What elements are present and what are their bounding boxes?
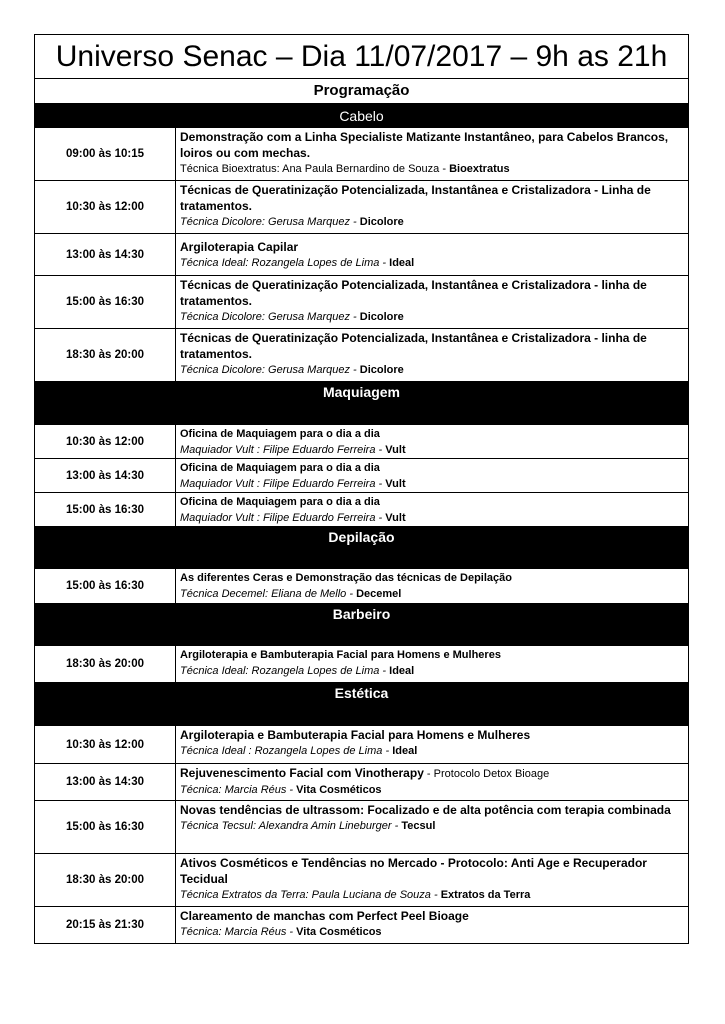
row-description — [176, 801, 688, 853]
presenter-line — [180, 362, 684, 378]
activity-title: Oficina de Maquiagem para o dia a dia — [180, 462, 380, 474]
section-header-estetica: Estética — [35, 682, 688, 726]
schedule-row — [35, 425, 688, 458]
presenter: Técnica Ideal: Rozangela Lopes de Lima - — [180, 665, 387, 677]
schedule-row — [35, 726, 688, 763]
section-header-maquiagem: Maquiagem — [35, 381, 688, 425]
presenter-line — [180, 214, 684, 230]
section-header-barbeiro: Barbeiro — [35, 603, 688, 646]
brand: Vult — [385, 512, 406, 524]
presenter-line — [180, 309, 684, 325]
row-description — [176, 569, 688, 603]
presenter: Técnica: Marcia Réus - — [180, 926, 294, 938]
schedule-row — [35, 906, 688, 943]
row-description — [176, 425, 688, 458]
brand: Vult — [385, 478, 406, 490]
schedule-row — [35, 763, 688, 800]
row-time: 15:00 às 16:30 — [35, 276, 176, 328]
schedule-row — [35, 275, 688, 328]
row-time: 10:30 às 12:00 — [35, 425, 176, 458]
presenter: Técnica Ideal: Rozangela Lopes de Lima - — [180, 257, 387, 269]
row-description — [176, 907, 688, 943]
row-description — [176, 181, 688, 233]
row-time: 20:15 às 21:30 — [35, 907, 176, 943]
presenter: Técnica Dicolore: Gerusa Marquez - — [180, 311, 357, 323]
presenter: Técnica: Marcia Réus - — [180, 784, 294, 796]
schedule-row — [35, 569, 688, 603]
schedule-row — [35, 458, 688, 492]
brand: Ideal — [389, 665, 415, 677]
presenter-line — [180, 743, 684, 759]
row-time: 10:30 às 12:00 — [35, 181, 176, 233]
presenter-line — [180, 663, 684, 679]
brand: Vult — [385, 444, 406, 456]
presenter-line — [180, 586, 684, 602]
row-time: 13:00 às 14:30 — [35, 764, 176, 800]
brand: Tecsul — [401, 820, 436, 832]
presenter: Maquiador Vult : Filipe Eduardo Ferreira - — [180, 512, 383, 524]
section-barbeiro — [35, 646, 688, 682]
presenter: Técnica Tecsul: Alexandra Amin Lineburger - — [180, 820, 399, 832]
presenter-line — [180, 255, 684, 271]
section-estetica — [35, 726, 688, 943]
section-header-cabelo: Cabelo — [35, 104, 688, 128]
brand: Ideal — [389, 257, 415, 269]
activity-title: Clareamento de manchas com Perfect Peel Bioage — [180, 909, 469, 923]
row-description — [176, 764, 688, 800]
activity-title: Argiloterapia e Bambuterapia Facial para Homens e Mulheres — [180, 728, 531, 742]
activity-title: As diferentes Ceras e Demonstração das técnicas de Depilação — [180, 572, 512, 584]
schedule-row — [35, 328, 688, 381]
presenter-line — [180, 161, 684, 177]
presenter-line — [180, 818, 684, 834]
brand: Dicolore — [359, 364, 404, 376]
presenter: Maquiador Vult : Filipe Eduardo Ferreira - — [180, 478, 383, 490]
presenter-line — [180, 442, 684, 458]
row-time: 18:30 às 20:00 — [35, 329, 176, 381]
row-description — [176, 128, 688, 180]
presenter: Técnica Decemel: Eliana de Mello - — [180, 588, 354, 600]
row-description — [176, 726, 688, 763]
row-time: 15:00 às 16:30 — [35, 801, 176, 853]
presenter: Técnica Extratos da Terra: Paula Luciana de Souza - — [180, 889, 438, 901]
activity-title-line — [180, 765, 684, 782]
brand: Vita Cosméticos — [296, 926, 382, 938]
presenter: Técnica Bioextratus: Ana Paula Bernardino de Souza - — [180, 163, 446, 175]
row-time: 09:00 às 10:15 — [35, 128, 176, 180]
activity-title: Oficina de Maquiagem para o dia a dia — [180, 496, 380, 508]
activity-title: Técnicas de Queratinização Potencializada, Instantânea e Cristalizadora - linha de tratamentos. — [180, 331, 647, 361]
activity-title: Técnicas de Queratinização Potencializada, Instantânea e Cristalizadora - Linha de tratamentos. — [180, 183, 651, 213]
schedule-row — [35, 128, 688, 180]
row-time: 13:00 às 14:30 — [35, 234, 176, 275]
brand: Ideal — [392, 745, 418, 757]
activity-title: Argiloterapia Capilar — [180, 240, 299, 254]
row-description — [176, 234, 688, 275]
activity-title: Oficina de Maquiagem para o dia a dia — [180, 428, 380, 440]
schedule-row — [35, 646, 688, 682]
row-description — [176, 276, 688, 328]
row-description — [176, 854, 688, 906]
brand: Extratos da Terra — [440, 889, 531, 901]
row-time: 18:30 às 20:00 — [35, 854, 176, 906]
presenter-line — [180, 476, 684, 492]
presenter-line — [180, 782, 684, 798]
brand: Decemel — [356, 588, 402, 600]
row-time: 15:00 às 16:30 — [35, 569, 176, 603]
activity-title: Técnicas de Queratinização Potencializada, Instantânea e Cristalizadora - linha de tratamentos. — [180, 278, 647, 308]
row-time: 10:30 às 12:00 — [35, 726, 176, 763]
program-heading: Programação — [35, 79, 688, 104]
presenter: Técnica Dicolore: Gerusa Marquez - — [180, 364, 357, 376]
activity-title: Rejuvenescimento Facial com Vinotherapy — [180, 766, 424, 780]
row-time: 15:00 às 16:30 — [35, 493, 176, 526]
presenter-line — [180, 887, 684, 903]
schedule-table — [34, 34, 689, 944]
section-depilacao — [35, 569, 688, 603]
activity-title: Novas tendências de ultrassom: Focalizado e de alta potência com terapia combinada — [180, 803, 671, 817]
row-description — [176, 493, 688, 526]
row-time: 18:30 às 20:00 — [35, 646, 176, 682]
presenter: Técnica Dicolore: Gerusa Marquez - — [180, 216, 357, 228]
presenter: Técnica Ideal : Rozangela Lopes de Lima - — [180, 745, 390, 757]
schedule-row — [35, 853, 688, 906]
row-time: 13:00 às 14:30 — [35, 459, 176, 492]
presenter: Maquiador Vult : Filipe Eduardo Ferreira - — [180, 444, 383, 456]
schedule-row — [35, 180, 688, 233]
schedule-row — [35, 800, 688, 853]
presenter-line — [180, 924, 684, 940]
page-title: Universo Senac – Dia 11/07/2017 – 9h as 21h — [35, 35, 688, 79]
schedule-row — [35, 492, 688, 526]
brand: Dicolore — [359, 216, 404, 228]
activity-title: Ativos Cosméticos e Tendências no Mercado - Protocolo: Anti Age e Recuperador Tecidual — [180, 856, 647, 886]
section-header-depilacao: Depilação — [35, 526, 688, 569]
schedule-row — [35, 233, 688, 275]
brand: Bioextratus — [449, 163, 510, 175]
row-description — [176, 329, 688, 381]
section-maquiagem — [35, 425, 688, 526]
brand: Dicolore — [359, 311, 404, 323]
brand: Vita Cosméticos — [296, 784, 382, 796]
row-description — [176, 459, 688, 492]
activity-protocol: - Protocolo Detox Bioage — [423, 768, 550, 780]
activity-title: Argiloterapia e Bambuterapia Facial para Homens e Mulheres — [180, 649, 501, 661]
section-cabelo — [35, 128, 688, 381]
row-description — [176, 646, 688, 682]
presenter-line — [180, 510, 684, 526]
activity-title: Demonstração com a Linha Specialiste Matizante Instantâneo, para Cabelos Brancos, loiros ou com mechas. — [180, 130, 669, 160]
